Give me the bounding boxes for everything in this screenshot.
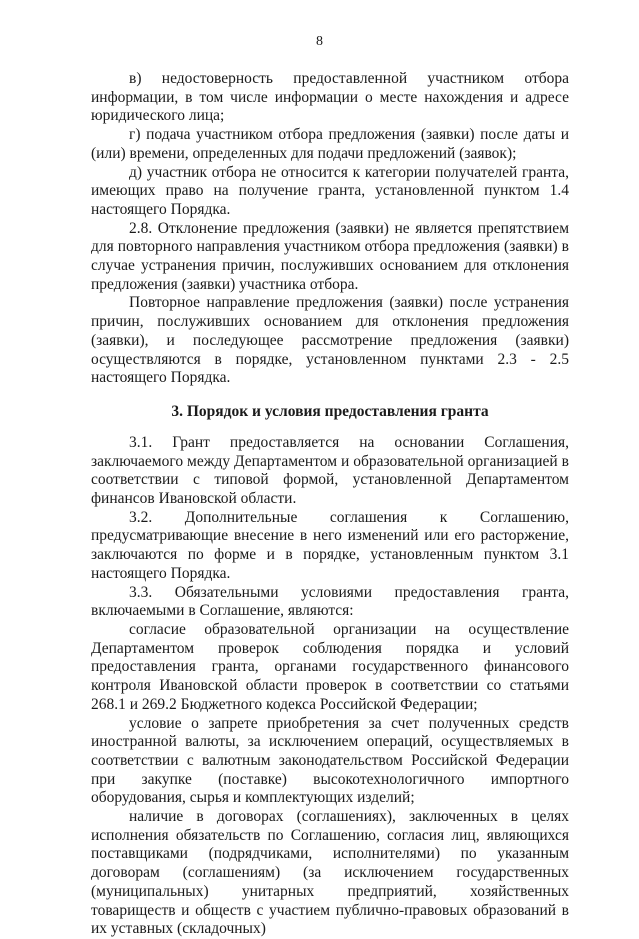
paragraph-3-3: 3.3. Обязательными условиями предоставления гранта, включаемыми в Соглашение, являются: (91, 583, 569, 620)
paragraph-item-v: в) недостоверность предоставленной участником отбора информации, в том числе информации о месте нахождения и адресе юридического лица; (91, 70, 569, 125)
paragraph-item-d: д) участник отбора не относится к категории получателей гранта, имеющих право на получение гранта, установленной пунктом 1.4 настоящего Порядка. (91, 163, 569, 218)
paragraph-item-g: г) подача участником отбора предложения (заявки) после даты и (или) времени, определенных для подачи предложений (заявок); (91, 126, 569, 162)
paragraph-condition-contracts: наличие в договорах (соглашениях), заключенных в целях исполнения обязательств по Соглашению, согласия лиц, являющихся поставщиками (подрядчиками, исполнителями) по указанным договорам (соглашениям) (за исключением государственных (муниципальных) унитарных предприятий, хозяйственных товариществ и обществ с участием публично-правовых образований в их уставных (складочных) (91, 808, 569, 938)
document-body (91, 70, 569, 939)
paragraph-3-2: 3.2. Дополнительные соглашения к Соглашению, предусматривающие внесение в него изменений или его расторжение, заключаются по форме и в порядке, установленным пунктом 3.1 настоящего Порядка. (91, 508, 569, 582)
paragraph-condition-consent: согласие образовательной организации на осуществление Департаментом проверок соблюдения порядка и условий предоставления гранта, органами государственного финансового контроля Ивановской области проверок в соответствии со статьями 268.1 и 269.2 Бюджетного кодекса Российской Федерации; (91, 620, 569, 713)
paragraph-2-8: 2.8. Отклонение предложения (заявки) не является препятствием для повторного направления участником отбора предложения (заявки) в случае устранения причин, послуживших основанием для отклонения предложения (заявки) участника отбора. (91, 219, 569, 293)
paragraph-3-1: 3.1. Грант предоставляется на основании Соглашения, заключаемого между Департаментом и образовательной организацией в соответствии с типовой формой, установленной Департаментом финансов Ивановской области. (91, 433, 569, 508)
paragraph-resubmission: Повторное направление предложения (заявки) после устранения причин, послуживших основанием для отклонения предложения (заявки), и последующее рассмотрение предложения (заявки) осуществляются в порядке, установленном пунктами 2.3 - 2.5 настоящего Порядка. (91, 294, 569, 387)
page-number: 8 (316, 34, 323, 49)
section-heading: 3. Порядок и условия предоставления гранта (171, 402, 489, 420)
paragraph-condition-currency: условие о запрете приобретения за счет полученных средств иностранной валюты, за исключением операций, осуществляемых в соответствии с валютным законодательством Российской Федерации при закупке (поставке) высокотехнологичного импортного оборудования, сырья и комплектующих изделий; (91, 714, 569, 807)
